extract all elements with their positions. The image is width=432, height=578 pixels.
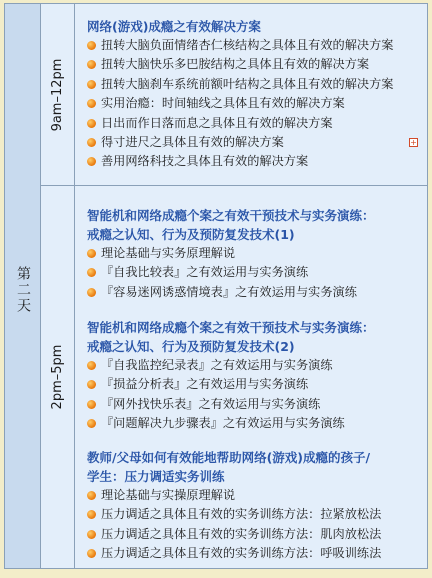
bullet-icon xyxy=(87,361,96,370)
list-item: 压力调适之具体且有效的实务训练方法：呼吸训练法 xyxy=(75,544,381,563)
list-item: 『损益分析表』之有效运用与实务演练 xyxy=(75,375,375,394)
time-label-afternoon: 2pm–5pm xyxy=(50,344,65,410)
bullet-icon xyxy=(87,530,96,539)
list-item: 理论基础与实务原理解说 xyxy=(75,244,375,263)
list-item: 压力调适之具体且有效的实务训练方法：拉紧放松法 xyxy=(75,505,381,524)
item-list xyxy=(75,36,394,172)
time-label-morning: 9am–12pm xyxy=(50,58,65,131)
block-title: 戒瘾之认知、行为及预防复发技术(2) xyxy=(87,339,295,354)
bullet-icon xyxy=(87,268,96,277)
bullet-icon xyxy=(87,60,96,69)
list-item: 善用网络科技之具体且有效的解决方案 xyxy=(75,152,394,171)
list-item: 实用治瘾：时间轴线之具体且有效的解决方案 xyxy=(75,94,394,113)
item-list xyxy=(75,244,375,302)
session-block xyxy=(75,206,375,302)
afternoon-session xyxy=(75,186,427,568)
bullet-icon xyxy=(87,119,96,128)
block-title: 教师/父母如何有效能地帮助网络(游戏)成瘾的孩子/ xyxy=(87,450,371,465)
bullet-icon xyxy=(87,99,96,108)
list-item: 扭转大脑快乐多巴胺结构之具体且有效的解决方案 xyxy=(75,55,394,74)
time-cell-afternoon xyxy=(41,186,75,568)
bullet-icon xyxy=(87,80,96,89)
bullet-icon xyxy=(87,138,96,147)
block-title: 戒瘾之认知、行为及预防复发技术(1) xyxy=(87,227,295,242)
bullet-icon xyxy=(87,419,96,428)
list-item: 日出而作日落而息之具体且有效的解决方案 xyxy=(75,114,394,133)
day-column xyxy=(5,4,41,568)
bullet-icon xyxy=(87,249,96,258)
schedule-table xyxy=(4,3,428,569)
list-item: 扭转大脑刹车系统前额叶结构之具体且有效的解决方案 xyxy=(75,75,394,94)
bullet-icon xyxy=(87,400,96,409)
block-title: 学生：压力调适实务训练 xyxy=(87,469,225,484)
block-title: 智能机和网络成瘾个案之有效干预技术与实务演练： xyxy=(87,208,375,223)
block-title: 网络(游戏)成瘾之有效解决方案 xyxy=(87,19,261,34)
bullet-icon xyxy=(87,491,96,500)
bullet-icon xyxy=(87,380,96,389)
bullet-icon xyxy=(87,288,96,297)
list-item: 得寸进尺之具体且有效的解决方案 xyxy=(75,133,394,152)
list-item: 扭转大脑负面情绪杏仁核结构之具体且有效的解决方案 xyxy=(75,36,394,55)
session-block xyxy=(75,17,394,172)
list-item: 压力调适之具体且有效的实务训练方法：肌肉放松法 xyxy=(75,525,381,544)
list-item: 『问题解决九步骤表』之有效运用与实务演练 xyxy=(75,414,375,433)
session-block xyxy=(75,318,375,434)
day-label: 第二天 xyxy=(15,266,31,314)
block-title: 智能机和网络成瘾个案之有效干预技术与实务演练： xyxy=(87,320,375,335)
time-cell-morning xyxy=(41,4,75,186)
item-list xyxy=(75,486,381,564)
list-item: 『自我监控纪录表』之有效运用与实务演练 xyxy=(75,356,375,375)
list-item: 『容易迷网诱惑情境表』之有效运用与实务演练 xyxy=(75,283,375,302)
list-item: 理论基础与实操原理解说 xyxy=(75,486,381,505)
bullet-icon xyxy=(87,41,96,50)
bullet-icon xyxy=(87,510,96,519)
plus-box-icon[interactable]: + xyxy=(410,138,417,147)
morning-session xyxy=(75,4,427,186)
item-list xyxy=(75,356,375,434)
session-block xyxy=(75,448,381,564)
bullet-icon xyxy=(87,549,96,558)
bullet-icon xyxy=(87,157,96,166)
list-item: 『网外找快乐表』之有效运用与实务演练 xyxy=(75,395,375,414)
list-item: 『自我比较表』之有效运用与实务演练 xyxy=(75,263,375,282)
